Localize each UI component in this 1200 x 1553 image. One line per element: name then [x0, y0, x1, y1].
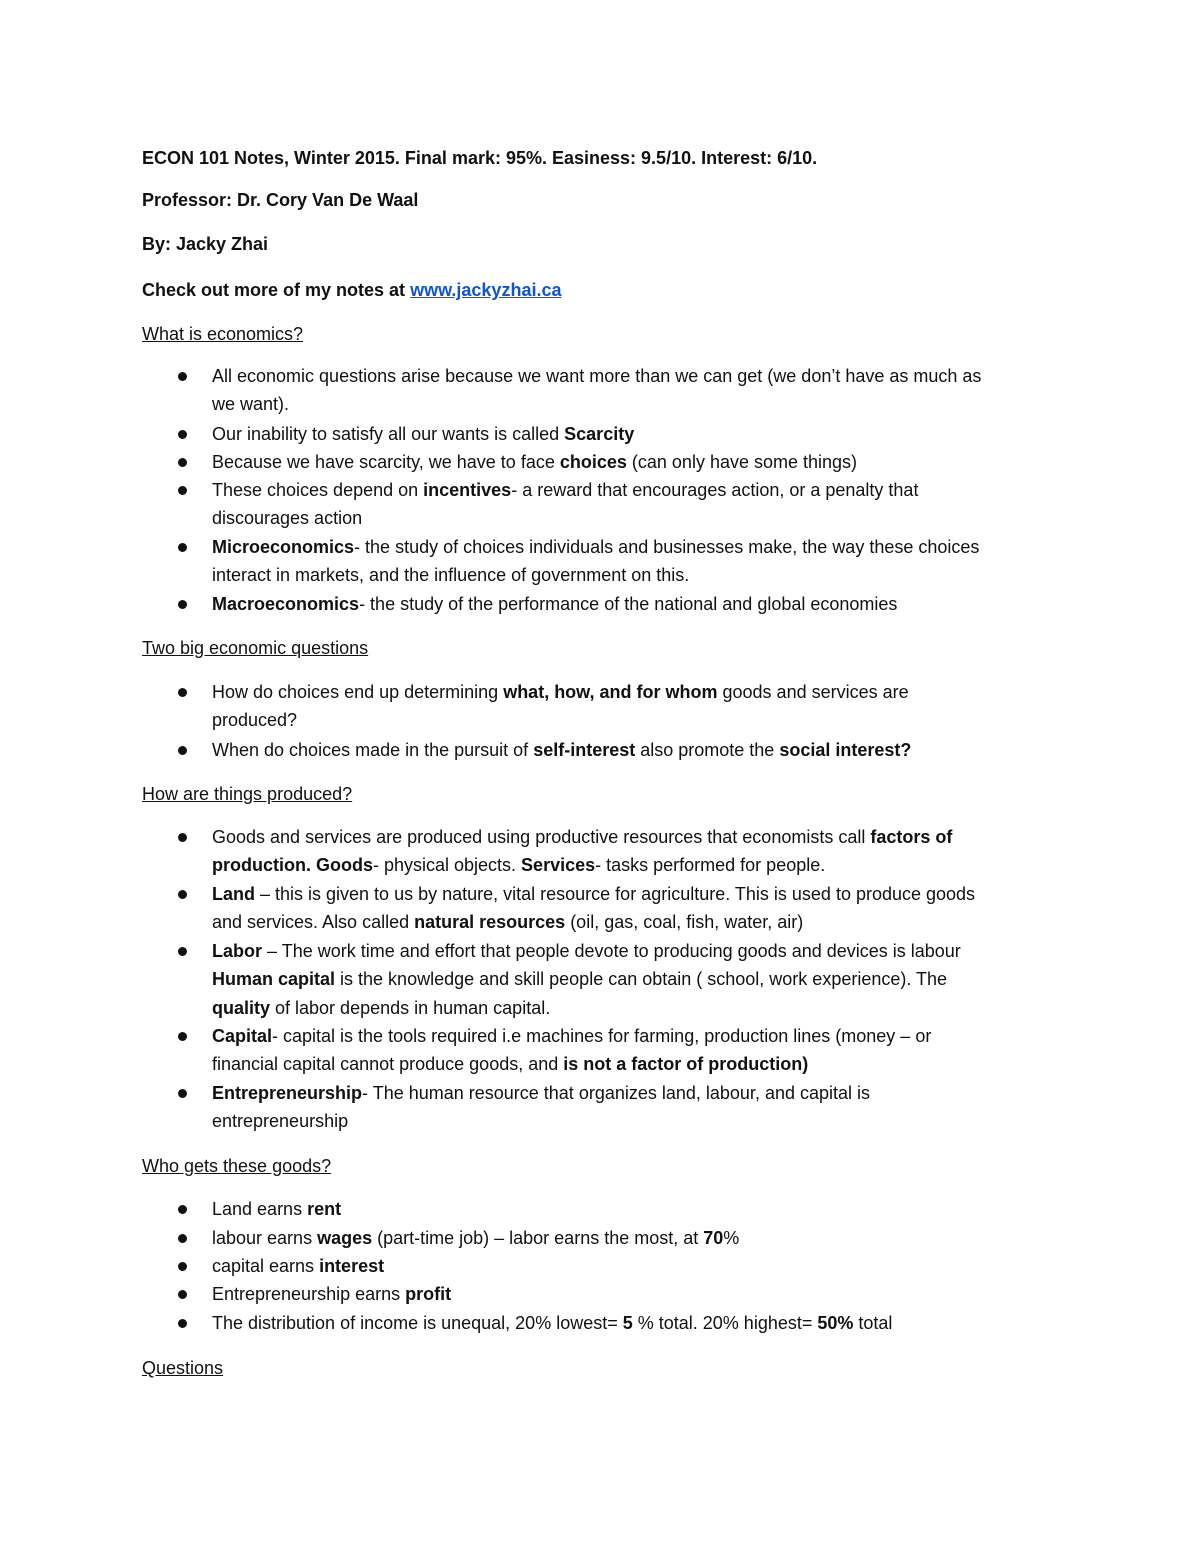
- bullet-icon: [178, 746, 187, 755]
- text-line: [212, 736, 1062, 764]
- bold-term: self-interest: [533, 740, 636, 760]
- text-line: [212, 908, 1062, 936]
- list-item-text: [212, 1022, 1062, 1079]
- text-line: [212, 678, 1062, 706]
- bold-term: Microeconomics: [212, 537, 355, 557]
- text-run: - a reward that encourages action, or a penalty that: [511, 480, 919, 500]
- text-line: [212, 937, 1062, 965]
- bold-term: wages: [317, 1228, 373, 1248]
- text-run: Entrepreneurship earns: [212, 1284, 406, 1304]
- text-run: How do choices end up determining: [212, 682, 504, 702]
- text-run: When do choices made in the pursuit of: [212, 740, 534, 760]
- text-run: – this is given to us by nature, vital resource for agriculture. This is used to produce goods: [255, 884, 976, 904]
- text-line: [212, 965, 1062, 993]
- text-line: [212, 590, 1062, 618]
- text-run: - tasks performed for people.: [595, 855, 826, 876]
- list-item-text: [212, 362, 1062, 419]
- bullet-icon: [178, 372, 187, 381]
- bullet-icon: [178, 947, 187, 956]
- text-run: (can only have some things): [626, 452, 858, 472]
- text-run: Because we have scarcity, we have to face: [212, 452, 560, 472]
- text-run: interact in markets, and the influence of government on this.: [212, 565, 690, 586]
- text-line: [212, 1195, 1062, 1223]
- text-run: These choices depend on: [212, 480, 424, 500]
- text-line: [212, 1280, 1062, 1308]
- bullet-icon: [178, 486, 187, 495]
- bold-term: Entrepreneurship: [212, 1083, 363, 1103]
- list-item-text: [212, 1224, 1062, 1252]
- text-run: % total. 20% highest=: [632, 1313, 818, 1333]
- text-run: %: [723, 1228, 740, 1248]
- text-run: goods and services are: [717, 682, 909, 702]
- notes-link-line: [142, 276, 561, 304]
- bold-term: choices: [559, 452, 627, 472]
- text-run: (oil, gas, coal, fish, water, air): [565, 912, 804, 933]
- notes-link[interactable]: www.jackyzhai.ca: [410, 280, 562, 300]
- list-item-text: [212, 1079, 1062, 1136]
- bullet-icon: [178, 833, 187, 842]
- bold-term: Services: [521, 855, 596, 876]
- text-run: Goods and services are produced using productive resources that economists call: [212, 827, 871, 847]
- bullet-icon: [178, 430, 187, 439]
- bold-term: Macroeconomics: [212, 594, 360, 614]
- text-run: discourages action: [212, 508, 363, 529]
- bold-term: quality: [212, 997, 271, 1018]
- section-heading: How are things produced?: [142, 784, 353, 804]
- bullet-icon: [178, 890, 187, 899]
- list-item-text: [212, 1252, 1062, 1280]
- text-line: [212, 880, 1062, 908]
- text-line: [212, 504, 1062, 532]
- bullet-icon: [178, 1234, 187, 1243]
- section-heading: Two big economic questions: [142, 638, 369, 658]
- bold-term: is not a factor of production): [563, 1054, 809, 1075]
- list-item-text: [212, 448, 1062, 476]
- list-item-text: [212, 533, 1062, 590]
- bold-term: Capital: [212, 1026, 273, 1046]
- bullet-icon: [178, 1089, 187, 1098]
- text-line: [212, 1309, 1062, 1337]
- list-item-text: [212, 1195, 1062, 1223]
- bullet-icon: [178, 1319, 187, 1328]
- bold-term: natural resources: [414, 912, 566, 933]
- professor-line: Professor: Dr. Cory Van De Waal: [142, 190, 419, 210]
- list-item-text: [212, 678, 1062, 735]
- text-line: [212, 851, 1062, 879]
- text-line: [212, 1107, 1062, 1135]
- text-run: The distribution of income is unequal, 20% lowest=: [212, 1313, 623, 1333]
- text-line: [212, 533, 1062, 561]
- bullet-icon: [178, 1290, 187, 1299]
- bullet-icon: [178, 1262, 187, 1271]
- list-item-text: [212, 590, 1062, 618]
- text-run: total: [853, 1313, 893, 1333]
- section-heading: What is economics?: [142, 324, 304, 344]
- bold-term: interest: [319, 1256, 385, 1276]
- text-run: we want).: [212, 394, 290, 415]
- bold-term: 70: [703, 1228, 724, 1248]
- list-item-text: [212, 1280, 1062, 1308]
- text-run: labour earns: [212, 1228, 318, 1248]
- bold-term: social interest?: [779, 740, 912, 760]
- text-line: [212, 476, 1062, 504]
- text-run: - the study of the performance of the national and global economies: [359, 594, 898, 614]
- list-item-text: [212, 880, 1062, 937]
- text-run: – The work time and effort that people devote to producing goods and devices is labour: [262, 941, 961, 961]
- bold-term: Scarcity: [564, 424, 635, 444]
- bold-term: Human capital: [212, 969, 336, 990]
- text-run: - physical objects.: [372, 855, 522, 876]
- list-item-text: [212, 476, 1062, 533]
- bold-term: profit: [405, 1284, 452, 1304]
- text-run: entrepreneurship: [212, 1111, 349, 1132]
- text-line: [212, 1224, 1062, 1252]
- text-line: [212, 1022, 1062, 1050]
- text-run: All economic questions arise because we want more than we can get (we don’t have as much as: [212, 366, 982, 386]
- bold-term: production. Goods: [212, 855, 373, 876]
- text-line: [212, 561, 1062, 589]
- notes-link-prefix: Check out more of my notes at: [142, 280, 411, 300]
- bold-term: rent: [307, 1199, 342, 1219]
- text-run: - The human resource that organizes land, labour, and capital is: [362, 1083, 871, 1103]
- bullet-icon: [178, 600, 187, 609]
- bold-term: Land: [212, 884, 255, 904]
- list-item-text: [212, 1309, 1062, 1337]
- list-item-text: [212, 420, 1062, 448]
- text-line: [212, 994, 1062, 1022]
- bold-term: what, how, and for whom: [503, 682, 718, 702]
- text-line: [212, 1079, 1062, 1107]
- bullet-icon: [178, 1032, 187, 1041]
- text-line: [212, 420, 1062, 448]
- list-item-text: [212, 823, 1062, 880]
- text-run: and services. Also called: [212, 912, 415, 933]
- author-line: By: Jacky Zhai: [142, 234, 269, 254]
- bold-term: incentives: [423, 480, 512, 500]
- text-line: [212, 1252, 1062, 1280]
- bold-term: Labor: [212, 941, 263, 961]
- bullet-icon: [178, 543, 187, 552]
- text-run: - capital is the tools required i.e machines for farming, production lines (money – or: [272, 1026, 932, 1046]
- text-line: [212, 390, 1062, 418]
- text-line: [212, 362, 1062, 390]
- text-run: of labor depends in human capital.: [270, 997, 551, 1018]
- text-run: produced?: [212, 710, 298, 731]
- text-line: [212, 448, 1062, 476]
- text-line: [212, 823, 1062, 851]
- bullet-icon: [178, 688, 187, 697]
- bold-term: 5: [622, 1313, 633, 1333]
- text-line: [212, 1050, 1062, 1078]
- text-run: Land earns: [212, 1199, 308, 1219]
- text-run: financial capital cannot produce goods, and: [212, 1054, 564, 1075]
- bold-term: 50%: [817, 1313, 854, 1333]
- section-heading: Questions: [142, 1358, 224, 1378]
- bullet-icon: [178, 458, 187, 467]
- text-run: capital earns: [212, 1256, 320, 1276]
- section-heading: Who gets these goods?: [142, 1156, 332, 1176]
- list-item-text: [212, 937, 1062, 1022]
- text-run: is the knowledge and skill people can obtain ( school, work experience). The: [335, 969, 948, 990]
- bold-term: factors of: [870, 827, 953, 847]
- text-run: (part-time job) – labor earns the most, at: [372, 1228, 704, 1248]
- text-run: - the study of choices individuals and businesses make, the way these choices: [354, 537, 980, 557]
- document-title: ECON 101 Notes, Winter 2015. Final mark: 95%. Easiness: 9.5/10. Interest: 6/10.: [142, 148, 818, 168]
- list-item-text: [212, 736, 1062, 764]
- text-run: Our inability to satisfy all our wants is called: [212, 424, 565, 444]
- text-run: also promote the: [635, 740, 780, 760]
- text-line: [212, 706, 1062, 734]
- bullet-icon: [178, 1205, 187, 1214]
